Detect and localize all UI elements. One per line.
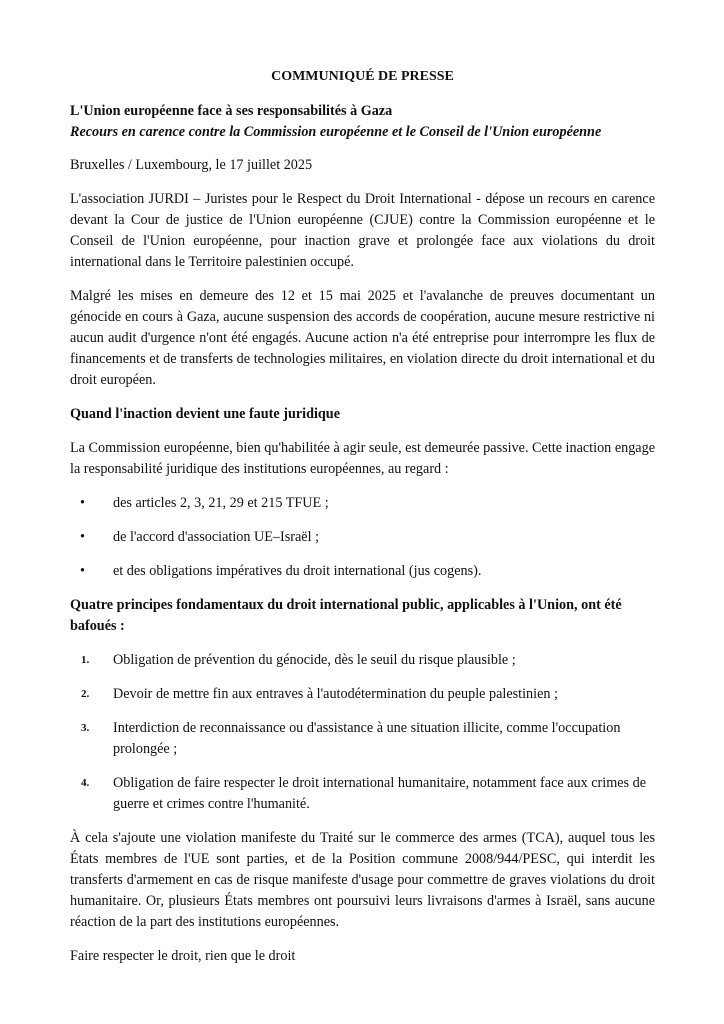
list-number: 4. <box>81 777 90 789</box>
list-item <box>70 527 655 548</box>
list-number: 2. <box>81 688 90 700</box>
list-item <box>70 650 655 671</box>
list-item-text: et des obligations impératives du droit international (jus cogens). <box>113 563 482 579</box>
list-item <box>70 773 655 815</box>
list-item-text: de l'accord d'association UE–Israël ; <box>113 529 320 545</box>
section-heading-principles: Quatre principes fondamentaux du droit international public, applicables à l'Union, ont été bafoués : <box>70 597 622 634</box>
section-inaction-intro: La Commission européenne, bien qu'habilitée à agir seule, est demeurée passive. Cette inaction engage la responsabilité juridique des institutions européennes, au regard : <box>70 440 655 477</box>
document-subtitle-italic: Recours en carence contre la Commission européenne et le Conseil de l'Union européenne <box>70 124 602 140</box>
paragraph-arms-treaty: À cela s'ajoute une violation manifeste du Traité sur le commerce des armes (TCA), auquel tous les États membres de l'UE sont parties, et de la Position commune 2008/944/PESC, qui interdit les transferts d'armement en cas de risque manifeste d'usage pour commettre de graves violations du droit humanitaire. Or, plusieurs États membres ont poursuivi leurs livraisons d'armes à Israël, sans aucune réaction de la part des institutions européennes. <box>70 830 655 930</box>
list-item-text: Obligation de faire respecter le droit international humanitaire, notamment face aux crimes de guerre et crimes contre l'humanité. <box>113 775 646 812</box>
bullet-list <box>70 493 655 582</box>
document-subtitle: L'Union européenne face à ses responsabilités à Gaza <box>70 103 393 119</box>
closing-line: Faire respecter le droit, rien que le droit <box>70 948 296 964</box>
paragraph-context: Malgré les mises en demeure des 12 et 15 mai 2025 et l'avalanche de preuves documentant un génocide en cours à Gaza, aucune suspension des accords de coopération, aucune mesure restrictive ni aucun audit d'urgence n'ont été engagés. Aucune action n'a été entreprise pour interrompre les flux de financements et de transferts de technologies militaires, en violation directe du droit international et du droit européen. <box>70 288 655 388</box>
paragraph-intro: L'association JURDI – Juristes pour le Respect du Droit International - dépose un recours en carence devant la Cour de justice de l'Union européenne (CJUE) contre la Commission européenne et le Conseil de l'Union européenne, pour inaction grave et prolongée face aux violations du droit international dans le Territoire palestinien occupé. <box>70 191 655 270</box>
bullet-icon: • <box>80 563 85 579</box>
list-item <box>70 561 655 582</box>
list-item <box>70 684 655 705</box>
bullet-icon: • <box>80 495 85 511</box>
list-item-text: des articles 2, 3, 21, 29 et 215 TFUE ; <box>113 495 329 511</box>
dateline: Bruxelles / Luxembourg, le 17 juillet 2025 <box>70 157 313 173</box>
section-heading-inaction: Quand l'inaction devient une faute juridique <box>70 406 340 422</box>
press-release-title: COMMUNIQUÉ DE PRESSE <box>271 69 454 84</box>
list-item <box>70 718 655 760</box>
list-number: 1. <box>81 654 90 666</box>
list-number: 3. <box>81 722 90 734</box>
bullet-icon: • <box>80 529 85 545</box>
numbered-list <box>70 650 655 815</box>
document-body <box>70 66 655 980</box>
list-item <box>70 493 655 514</box>
list-item-text: Devoir de mettre fin aux entraves à l'autodétermination du peuple palestinien ; <box>113 686 558 702</box>
list-item-text: Obligation de prévention du génocide, dès le seuil du risque plausible ; <box>113 652 516 668</box>
list-item-text: Interdiction de reconnaissance ou d'assistance à une situation illicite, comme l'occupation prolongée ; <box>113 720 621 757</box>
